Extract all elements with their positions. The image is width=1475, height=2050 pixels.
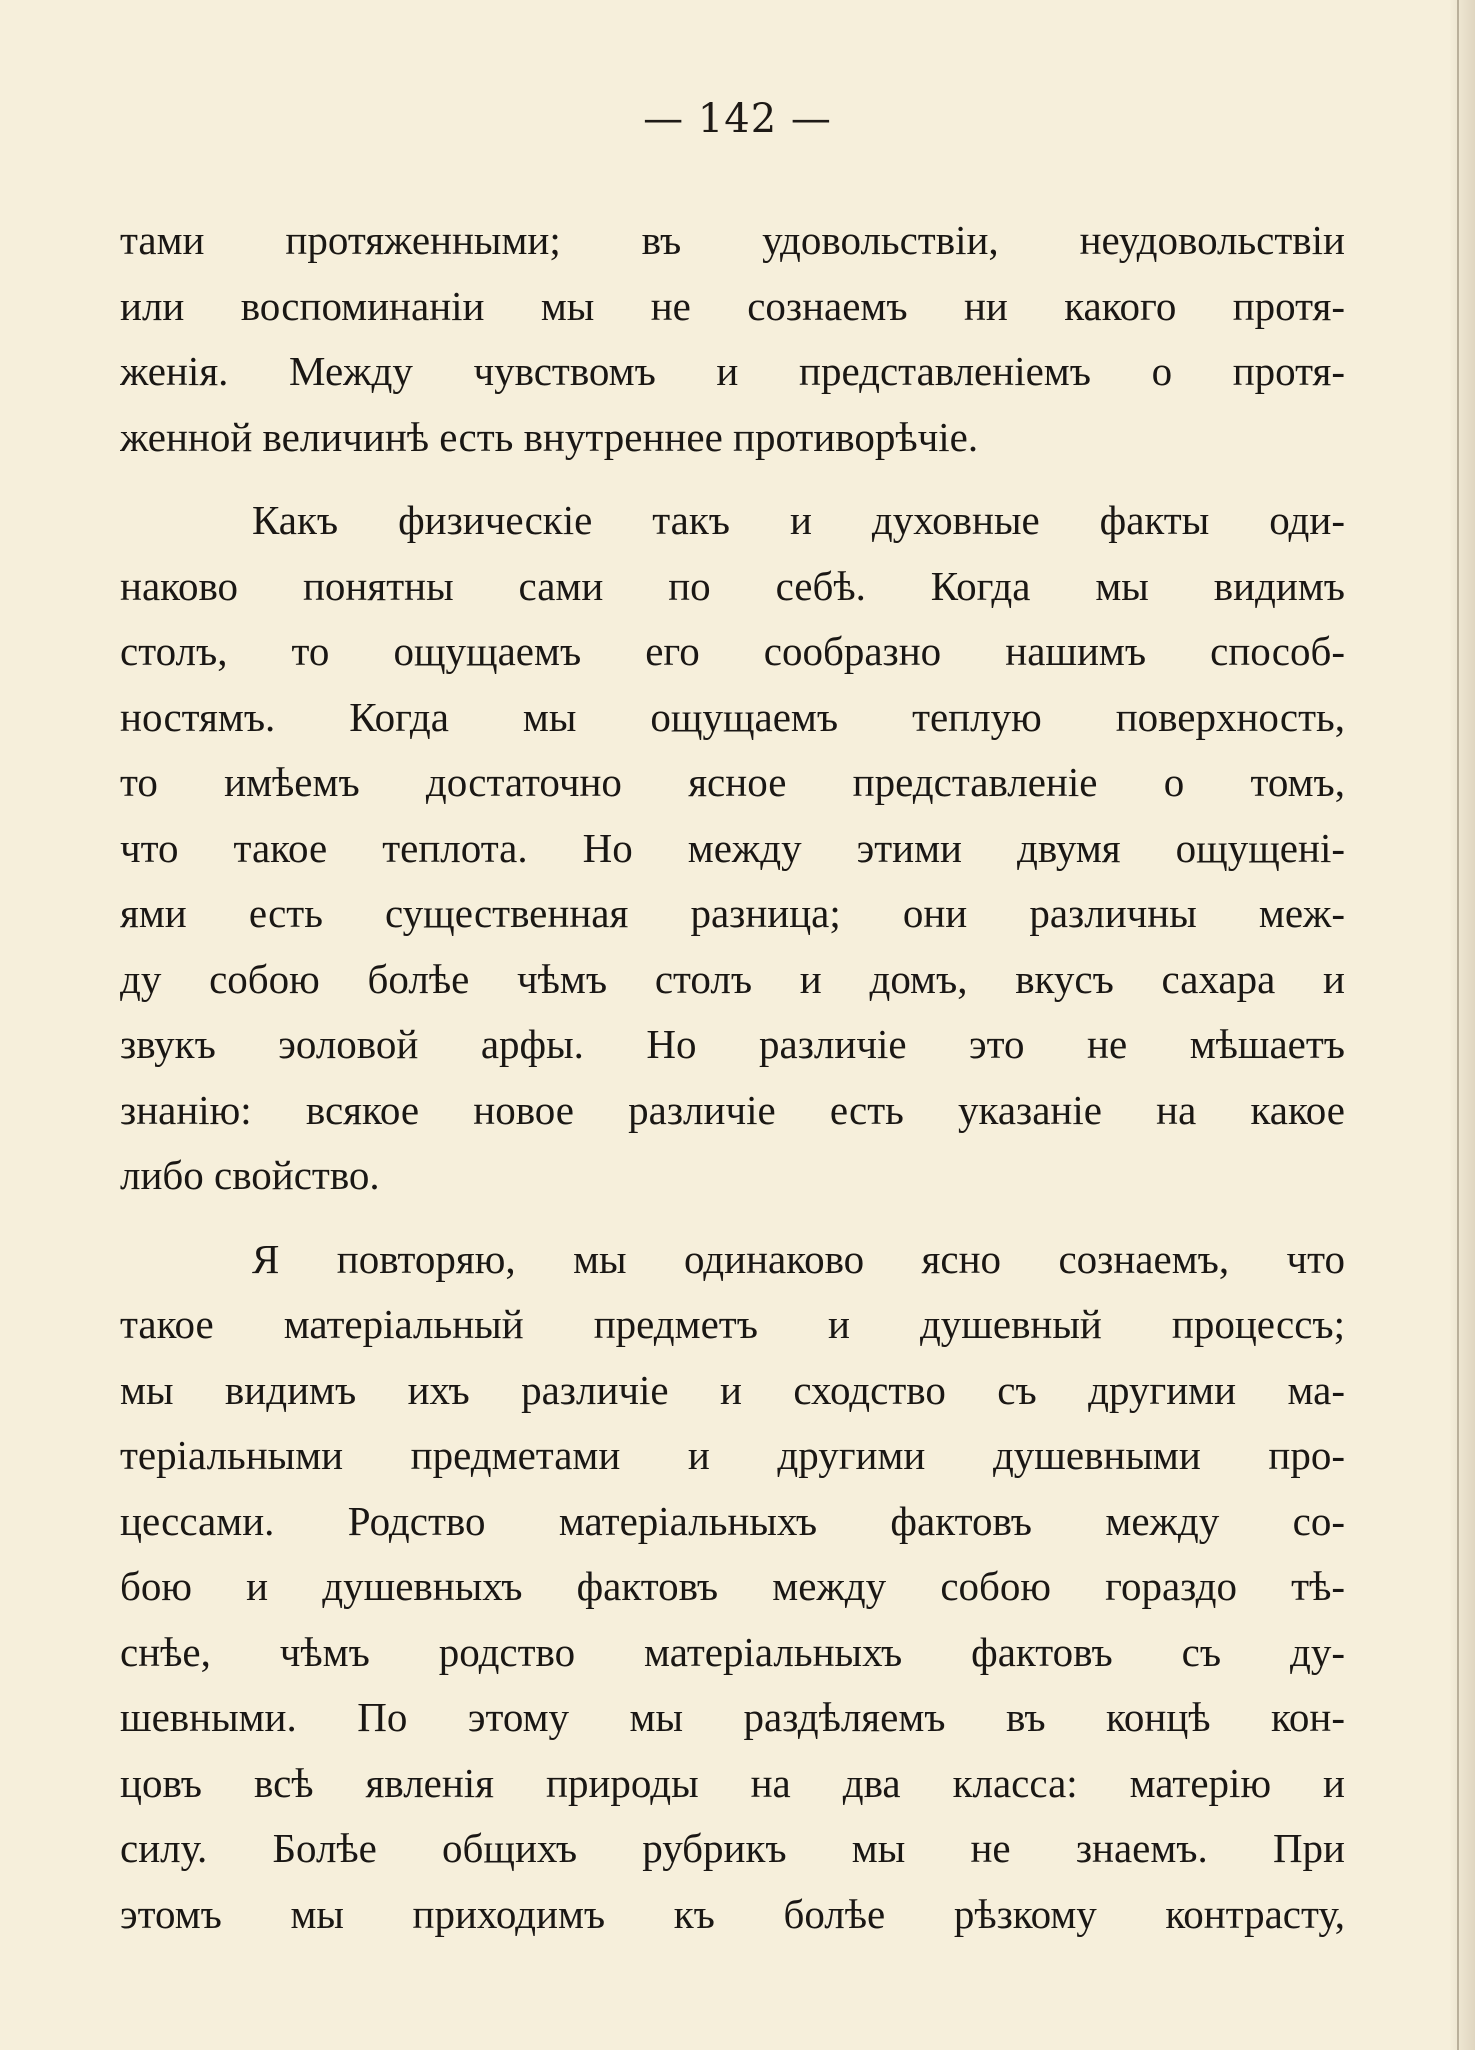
text-line: или воспоминаніи мы не сознаемъ ни какого протя- xyxy=(120,282,1345,329)
text-line: ностямъ. Когда мы ощущаемъ теплую поверхность, xyxy=(120,693,1345,740)
text-line: ду собою болѣе чѣмъ столъ и домъ, вкусъ сахара и xyxy=(120,955,1345,1002)
body-text xyxy=(120,208,1345,1947)
text-line: ями есть существенная разница; они различны меж- xyxy=(120,890,1345,936)
text-line: знанію: всякое новое различіе есть указаніе на какое xyxy=(120,1086,1345,1133)
text-line: бою и душевныхъ фактовъ между собою гораздо тѣ- xyxy=(120,1563,1345,1609)
text-line: столъ, то ощущаемъ его сообразно нашимъ способ- xyxy=(120,628,1345,674)
text-line: тами протяженными; въ удовольствіи, неудовольствіи xyxy=(120,217,1345,263)
text-line: цовъ всѣ явленія природы на два класса: матерію и xyxy=(120,1759,1345,1806)
text-line: Я повторяю, мы одинаково ясно сознаемъ, что xyxy=(252,1235,1345,1282)
text-line: что такое теплота. Но между этими двумя ощущені- xyxy=(120,824,1345,871)
page-edge-shadow xyxy=(1449,0,1475,2050)
text-line: теріальными предметами и другими душевными про- xyxy=(120,1432,1345,1478)
page-number: — 142 — xyxy=(643,96,832,142)
page-edge-line xyxy=(1457,0,1459,2050)
text-line: шевными. По этому мы раздѣляемъ въ концѣ кон- xyxy=(120,1694,1345,1740)
text-line: либо свойство. xyxy=(120,1152,380,1198)
text-line: этомъ мы приходимъ къ болѣе рѣзкому контрасту, xyxy=(120,1890,1345,1937)
text-line: то имѣемъ достаточно ясное представленіе о томъ, xyxy=(120,759,1345,805)
text-line: женной величинѣ есть внутреннее противорѣчіе. xyxy=(120,413,979,460)
paragraph-gap xyxy=(120,1209,1345,1227)
text-line: Какъ физическіе такъ и духовные факты оди- xyxy=(252,497,1345,543)
text-line: звукъ эоловой арфы. Но различіе это не мѣшаетъ xyxy=(120,1021,1345,1067)
text-line: наково понятны сами по себѣ. Когда мы видимъ xyxy=(120,562,1345,609)
text-line: цессами. Родство матеріальныхъ фактовъ между со- xyxy=(120,1497,1345,1544)
paragraph-gap xyxy=(120,470,1345,488)
text-line: женія. Между чувствомъ и представленіемъ о протя- xyxy=(120,348,1345,394)
text-line: мы видимъ ихъ различіе и сходство съ другими ма- xyxy=(120,1366,1345,1413)
text-line: такое матеріальный предметъ и душевный процессъ; xyxy=(120,1301,1345,1347)
text-line: силу. Болѣе общихъ рубрикъ мы не знаемъ. При xyxy=(120,1825,1345,1871)
text-line: снѣе, чѣмъ родство матеріальныхъ фактовъ съ ду- xyxy=(120,1628,1345,1675)
